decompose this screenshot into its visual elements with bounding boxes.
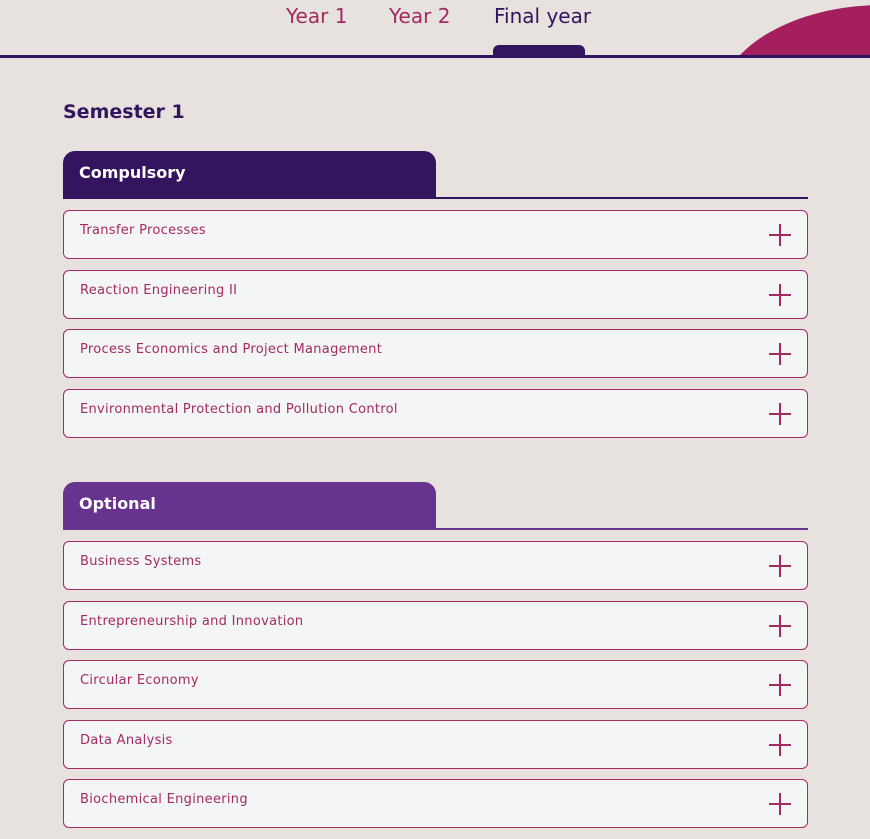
module-name: Reaction Engineering II [80, 282, 238, 298]
tab-year-2[interactable]: Year 2 [389, 4, 451, 28]
plus-icon[interactable] [769, 734, 791, 756]
section-divider [63, 528, 808, 530]
semester-title: Semester 1 [63, 101, 185, 123]
tab-year-1[interactable]: Year 1 [286, 4, 348, 28]
compulsory-modules-section [63, 151, 808, 448]
module-name: Biochemical Engineering [80, 792, 248, 807]
module-name: Transfer Processes [80, 223, 206, 238]
module-accordion-item[interactable] [63, 601, 808, 650]
decorative-shape [718, 5, 870, 58]
module-list [63, 541, 808, 828]
plus-icon[interactable] [769, 615, 791, 637]
module-accordion-item[interactable] [63, 541, 808, 590]
module-accordion-item[interactable] [63, 329, 808, 378]
module-accordion-item[interactable] [63, 210, 808, 259]
module-accordion-item[interactable] [63, 270, 808, 319]
section-divider [63, 197, 808, 199]
module-accordion-item[interactable] [63, 779, 808, 828]
plus-icon[interactable] [769, 343, 791, 365]
tab-final-year[interactable]: Final year [494, 4, 592, 28]
plus-icon[interactable] [769, 674, 791, 696]
module-name: Data Analysis [80, 732, 173, 748]
module-accordion-item[interactable] [63, 720, 808, 769]
module-list [63, 210, 808, 438]
module-accordion-item[interactable] [63, 389, 808, 438]
optional-heading: Optional [63, 482, 436, 528]
module-name: Business Systems [80, 554, 202, 569]
module-name: Entrepreneurship and Innovation [80, 613, 304, 629]
year-tabs [0, 0, 870, 58]
plus-icon[interactable] [769, 793, 791, 815]
plus-icon[interactable] [769, 284, 791, 306]
module-name: Process Economics and Project Management [80, 342, 383, 357]
module-name: Circular Economy [80, 673, 199, 688]
optional-modules-section [63, 482, 808, 839]
module-accordion-item[interactable] [63, 660, 808, 709]
compulsory-heading: Compulsory [63, 151, 436, 197]
plus-icon[interactable] [769, 224, 791, 246]
module-name: Environmental Protection and Pollution Control [80, 401, 398, 417]
active-tab-indicator [493, 45, 585, 58]
plus-icon[interactable] [769, 403, 791, 425]
plus-icon[interactable] [769, 555, 791, 577]
